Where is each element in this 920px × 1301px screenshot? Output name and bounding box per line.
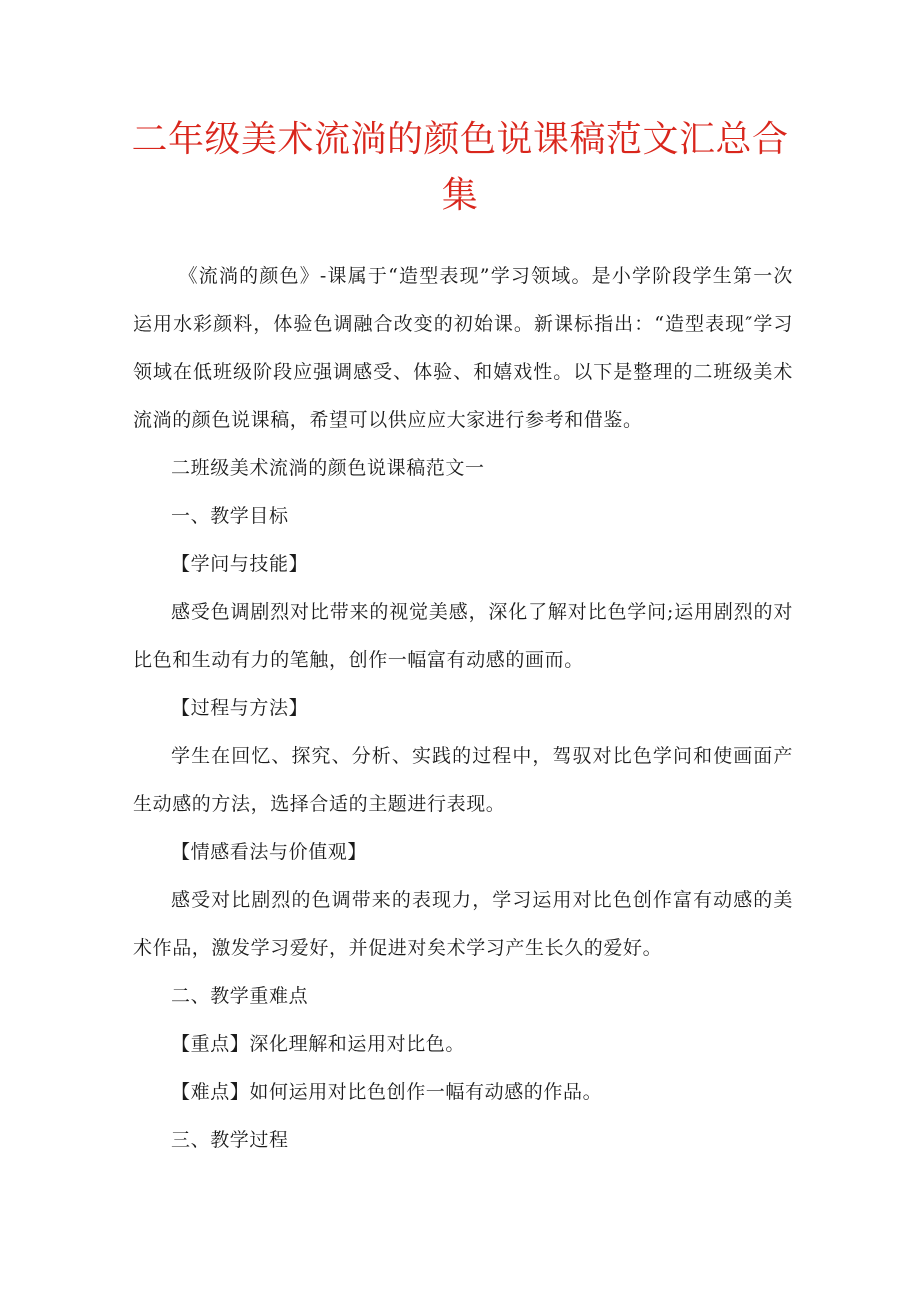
document-title: 二年级美术流淌的颜色说课稿范文汇总合集 — [131, 119, 789, 216]
heading-key-difficult-points: 二、教学重难点 — [171, 985, 309, 1007]
subheading-process-method: 【过程与方法】 — [171, 697, 309, 719]
document-body — [133, 252, 793, 1164]
heading-teaching-process: 三、教学过程 — [171, 1129, 289, 1151]
paragraph-process-method: 学生在回忆、探究、分析、实践的过程中，驾驭对比色学问和使画面产生动感的方法，选择合适的主题进行表现。 — [133, 745, 793, 815]
subheading-emotion-values: 【情感看法与价值观】 — [171, 841, 368, 863]
intro-paragraph: 《流淌的颜色》-课属于“造型表现”学习领域。是小学阶段学生第一次运用水彩颜料，体验色调融合改变的初始课。新课标指出：“造型表现″学习领域在低班级阶段应强调感受、体验、和嬉戏性。以下是整理的二班级美术流淌的颜色说课稿，希望可以供应应大家进行参考和借鉴。 — [133, 265, 793, 431]
subheading-knowledge-skills: 【学问与技能】 — [171, 553, 309, 575]
paragraph-key-point: 【重点】深化理解和运用对比色。 — [171, 1033, 466, 1055]
section-heading-sample-one: 二班级美术流淌的颜色说课稿范文一 — [171, 457, 485, 479]
paragraph-knowledge-skills: 感受色调剧烈对比带来的视觉美感，深化了解对比色学问;运用剧烈的对比色和生动有力的笔触，创作一幅富有动感的画而。 — [133, 601, 793, 671]
heading-teaching-goals: 一、教学目标 — [171, 505, 289, 527]
paragraph-emotion-values: 感受对比剧烈的色调带来的表现力，学习运用对比色创作富有动感的美术作品，激发学习爱好，并促进对矣术学习产生长久的爱好。 — [133, 889, 793, 959]
paragraph-difficult-point: 【难点】如何运用对比色创作一幅有动感的作品。 — [171, 1081, 603, 1103]
